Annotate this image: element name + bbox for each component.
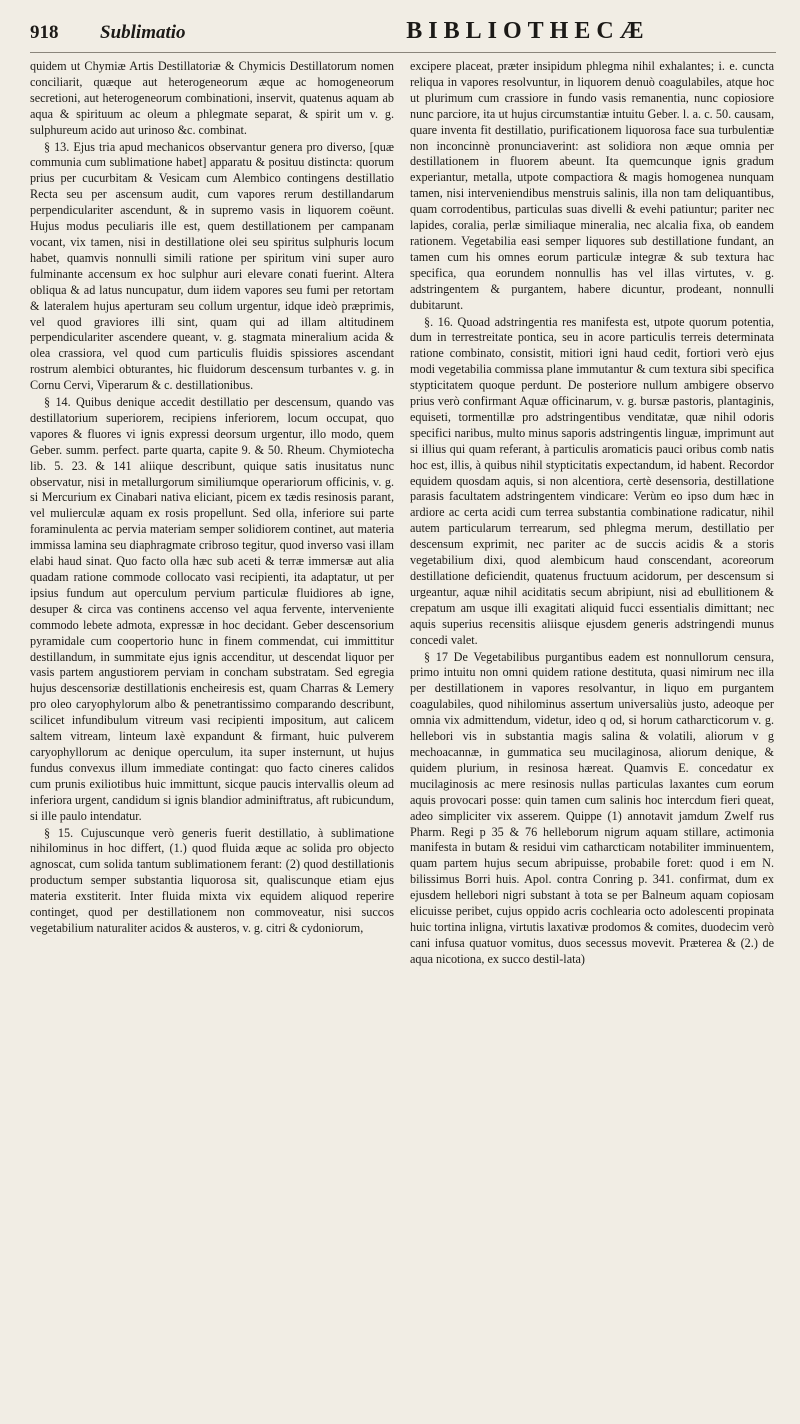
paragraph: § 14. Quibus denique accedit destillatio per descensum, quando vas destillatorium superiorem, recipiens inferiorem, locum occupat, quo vapores & fluores vi ignis expressi deorsum urgentur, illo modo, quem Geber. summ. perfect. parte quarta, capite 9. & 50. Rheum. Chymiotecha lib. 5. 23. & 141 aliique describunt, quique satis inusitatus nunc observatur, nisi in metallurgorum similiumque operariorum officinis, v. g. si Mercurium ex Cinabari nativa eliciant, picem ex tædis resinosis parant, vel mulierculæ aquam ex rosis propellunt. Sed olla, inferiore sui parte foraminulenta ac pervia materiam semper solidiorem continet, aut materia immissa lamina seu diaphragmate cribroso tegitur, quod inverso vasi illam elabi haud sinat. Quo facto olla hæc sub aceti & terræ immersæ aut alia quadam ratione commode collocato vasi recipienti, ita adaptatur, ut per ipsius fundum aut operculum pervium particulæ fluidiores ab igne, desuper & circa vas continens accenso vel aqua fervente, interveniente commodo lebete admota, expressæ in hoc decidant. Geber descensorium pyramidale cum coopertorio hunc in finem commendat, cui immittitur destillandum, in summitate ejus ignis accenditur, ut descendat liquor per vasis partem angustiorem perviam in concham substratam. Sed egregia hujus descensoriæ destillationis encheiresis est, quam Charras & Lemery pro oleo caryophylorum albo & penetrantissimo comparando describunt, scilicet infundibulum vitreum vasi recipienti impositum, aut calicem saltem vitream, linteum laxè expandunt & firmant, huic pulverem caryophyllorum ac denique operculum, ita super insternunt, ut hujus fundus convexus illum immediate contingat: quo facto cineres calidos cum prunis exiliotibus huic immittunt, sicque paucis intervallis oleum ad inferiora urgent, candidum si ignis blandior adminiftratus, aft rubicundum, si ille paulo intendatur. [30, 395, 394, 823]
running-header [30, 18, 776, 53]
text-columns [30, 59, 776, 969]
paragraph: § 13. Ejus tria apud mechanicos observantur genera pro diverso, [quæ communia cum sublimatione habet] apparatu & posituu distincta: quorum prius per cucurbitam & Vesicam cum Alembico contingens destillatio Recta seu per ascensum audit, cum vapores rerum destillandarum perpendiculariter ascendunt, & in supremo vasis in liquorem coëunt. Hujus modus peculiaris ille est, quem destillationem per campanam vocant, vix tamen, nisi in destillatione olei seu spiritus sulphuris locum habet, quamvis nonnulli simili ratione per spiritum vini super auro fulminante accensum ex hoc sulphur auri elevare conati fuerint. Altera obliqua & ad latus nuncupatur, dum iidem vapores seu fumi per retortam & lateralem hujus aperturam seu collum urgentur, idque ideò præprimis, vel quod graviores illi sint, quam qui ad illam altitudinem perpendiculariter ascendere queant, v. g. stagmata mineralium acida & olea crassiora, vel quod cum particulis fluidis spissiores ascendant rostrum alembici obturantes, hic fluidorum descensum turbantes v. g. in Cornu Cervi, Viperarum & c. destillationibus. [30, 139, 394, 393]
section-title: BIBLIOTHECÆ [406, 18, 650, 44]
page-number: 918 [30, 22, 59, 43]
right-column [410, 59, 774, 969]
paragraph: excipere placeat, præter insipidum phlegma nihil exhalantes; i. e. cuncta reliqua in vapores resolvuntur, in liquorem denuò coagulabiles, atque hoc ut plurimum cum crassiore in fundo vasis remanentia, nunc copiosiore nunc parciore, ita ut hujus circumstantiæ intuitu Geber. l. a. c. 50. causam, quare inventa fit destillatio, purificationem liquorosa face sua turbulentiæ non inconcinnè pronunciaverint: ast solidiora non æque omnia per destillationem in fluorem abeunt. Ita quemcunque ignis gradum experiantur, metalla, utpote compactiora & magis homogenea nunquam tamen, nisi interveniendibus menstruis salinis, illa non tam deliquantibus, quam corrodentibus, particulas suas divelli & evehi patiuntur; pariter nec lapides, coralia, perlæ similiaque mineralia, nec alcalia fixa, ob eandem rationem. Vegetabilia easi semper liquores sub destillatione fundant, an tamen cum his omnes eorum particulæ integræ & sub textura hac specifica, qua eorundem nonnullis has vel illas virtutes, v. g. adstringentem & purgantem, habere dicuntur, prodeant, nonnulli dubitarunt. [410, 59, 774, 312]
paragraph: §. 16. Quoad adstringentia res manifesta est, utpote quorum potentia, dum in terrestreitate pontica, seu in acore particulis terreis determinata ratione combinato, consistit, mitiori igni haud cedit, fortiori verò ejus modi vegetabilia commissa plane immutantur & cum textura sibi specifica stypticitatem quoque perdunt. De posteriore nullum ambigere observo prius verò confirmant Aquæ officinarum, v. g. bursæ pastoris, plantaginis, equiseti, tormentillæ pro adstringentibus venditatæ, quæ nihil odoris specifici naribus, multo minus saporis adstringentis linguæ, imprimunt aut si illius qui quam referant, à particulis aromaticis pauci oribus comb natis hoc est, illis, à quibus nihil stypticitatis expectandum, id habent. Recordor equidem quosdam aquis, si non alcentiora, certè desensoria, destillatione parasis facultatem adstringentem vindicare: Verùm eo ipso dum hæc in ardiore ac certa acidi cum terrea substantia combinatione radicatur, nihil autem particularum terrearum, sed phlegma merum, destillatio per descensum exprimit, nec pariter ac de succis acidis & a storis vegetabilium dixi, quod alembicum haud conscendant, acoreorum destillatione deficiendit, quatenus fructuum acidorum, per descensum si urgeantur, aquæ nihil aciditatis secum abripiunt, nisi ad ebullitionem & crepatum am usque illi exagitati aliquid fucci essentialis dimittant; nec aquis superius recensitis aliisque ejusdem generis adstringendi munus concedi valet. [410, 314, 774, 647]
left-column [30, 59, 394, 969]
paragraph: quidem ut Chymiæ Artis Destillatoriæ & Chymicis Destillatorum nomen conciliarit, quæque aut heterogeneorum æque ac homogeneorum secretioni, aut heterogeneorum combinationi, inservit, quatenus aquam ab aqua & spirituum ac oleum a phlegmate separat, & spirit um v. g. sulphureum acido aut urinoso &c. combinat. [30, 59, 394, 137]
running-title: Sublimatio [100, 22, 186, 43]
paragraph: § 17 De Vegetabilibus purgantibus eadem est nonnullorum censura, primo intuitu non omni quidem ratione destituta, quasi nimirum nec illa per destillationem in vapores resolvantur, in liquo em purgantem coagulabiles, quod nihilominus assertum universaliùs justo, adeoque per omnia vix admittendum, videtur, ideo q od, si horum catharcticorum v. g. hellebori vis in substantia magis salina & volatili, aliorum v g mechoacannæ, in gummatica seu mucilaginosa, aliorum denique, & quidem plurium, in resinosa hæreat. Quamvis E. concedatur ex mucilaginosis ac mere resinosis nullas particulas laxantes cum eorum aquis provocari posse: quin tamen cum salinis hoc intercdum fieri queat, adeo simpliciter vix asserem. Quippe (1) annotavit jamdum Zwelf rus Pharm. Regi p 35 & 76 helleborum nigrum aquam stillare, actimonia manifesta in butam & residui vim catharcticam notabiliter imminuentem, quam partem hujus secum abripuisse, probabile foret: quod i em N. bilissimus Borri huis. Apol. contra Conring p. 341. confirmat, dum ex ejusdem hellebori nigri substant à tota se per Balneum aquam copiosam elicuisse peribet, cujus oppido acris cochlearia octo adolescenti propinata huic tortina inligna, virtutis laxativæ prodomos & comites, duodecim verò cani infusa quatuor vomitus, duos secessus movevit. Præterea & (2.) de aqua nicotiona, ex succo destil-lata) [410, 649, 774, 966]
paragraph: § 15. Cujuscunque verò generis fuerit destillatio, à sublimatione nihilominus in hoc differt, (1.) quod fluida æque ac solida pro objecto agnoscat, cum solida tantum sublimationem ferant: (2) quod destillationis productum semper substantia liquorosa sit, qualiscunque etiam ejus materia exstiterit. Inter fluida mixta vix equidem aliquod reperire continget, quod per destillationem non commoveatur, nisi succos vegetabilium naturaliter acidos & austeros, v. g. citri & cydoniorum, [30, 825, 394, 935]
